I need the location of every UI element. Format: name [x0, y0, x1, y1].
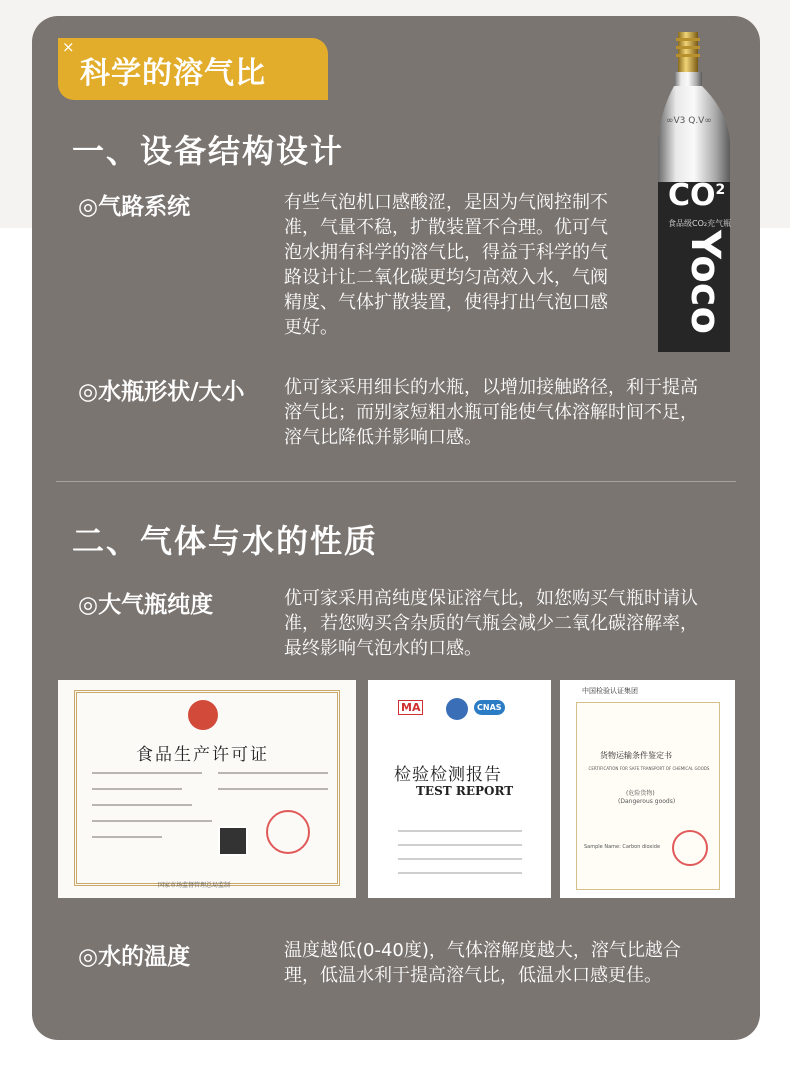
- national-emblem-icon: [188, 700, 218, 730]
- red-seal-icon: [266, 810, 310, 854]
- transport-certificate: [560, 680, 735, 898]
- bottle-co2-subscript: 2: [715, 182, 726, 198]
- item-label-bottle-shape: ◎水瓶形状/大小: [78, 379, 245, 405]
- section-title-1: 一、设备结构设计: [72, 132, 345, 170]
- transport-cert-sample: Sample Name: Carbon dioxide: [584, 844, 661, 850]
- close-icon: ×: [62, 38, 75, 56]
- item-text-cylinder-purity: 优可家采用高纯度保证溶气比，如您购买气瓶时请认准，若您购买含杂质的气瓶会减少二氧化碳溶解率，最终影响气泡水的口感。: [284, 588, 698, 659]
- bottle-top-text: ∞V3 Q.V∞: [666, 116, 712, 126]
- bottle-brand-text: Yoco: [682, 230, 728, 334]
- item-text-water-temperature: 温度越低(0-40度)，气体溶解度越大，溶气比越合理，低温水利于提高溶气比，低温水口感更佳。: [284, 940, 681, 986]
- bottle-co2-text: CO: [668, 178, 716, 213]
- ilac-logo-icon: [446, 698, 468, 720]
- section-badge: [58, 38, 328, 100]
- item-label-cylinder-purity: ◎大气瓶纯度: [78, 592, 214, 618]
- food-license-title: 食品生产许可证: [136, 745, 269, 765]
- badge-title: 科学的溶气比: [80, 56, 266, 91]
- transport-cert-note-en: (Dangerous goods): [618, 798, 676, 805]
- item-label-water-temperature: ◎水的温度: [78, 944, 191, 970]
- bottle-label: [662, 166, 732, 346]
- cma-logo-icon: MA: [398, 700, 423, 715]
- cnas-logo-icon: CNAS: [474, 700, 505, 715]
- transport-cert-note-cn: (危险货物): [626, 790, 655, 797]
- test-report-title-en: TEST REPORT: [416, 784, 514, 798]
- qr-code-icon: [220, 828, 246, 854]
- section-title-2: 二、气体与水的性质: [72, 522, 379, 560]
- item-text-bottle-shape: 优可家采用细长的水瓶，以增加接触路径，利于提高溶气比；而别家短粗水瓶可能使气体溶解时间不足，溶气比降低并影响口感。: [284, 377, 698, 448]
- food-license-certificate: [58, 680, 356, 898]
- item-label-gas-path: ◎气路系统: [78, 194, 191, 220]
- bottle-side-text: 食品级CO₂充气瓶: [668, 219, 732, 228]
- transport-cert-title-en: CERTIFICATION FOR SAFE TRANSPORT OF CHEMICAL GOODS: [588, 766, 710, 771]
- red-seal-icon: [672, 830, 708, 866]
- content-card: [32, 16, 760, 1040]
- section-divider: [56, 481, 736, 482]
- transport-cert-header: 中国检验认证集团: [582, 687, 638, 695]
- test-report-title-cn: 检验检测报告: [394, 765, 502, 785]
- item-text-gas-path: 有些气泡机口感酸涩，是因为气阀控制不准，气量不稳，扩散装置不合理。优可气泡水拥有科学的溶气比，得益于科学的气路设计让二氧化碳更均匀高效入水，气阀精度、气体扩散装置，使得打出气泡口感更好。: [284, 192, 608, 338]
- transport-cert-title-cn: 货物运输条件鉴定书: [600, 751, 672, 760]
- test-report-certificate: [368, 680, 551, 898]
- food-license-footer: 国家市场监督管理总局监制: [158, 882, 231, 889]
